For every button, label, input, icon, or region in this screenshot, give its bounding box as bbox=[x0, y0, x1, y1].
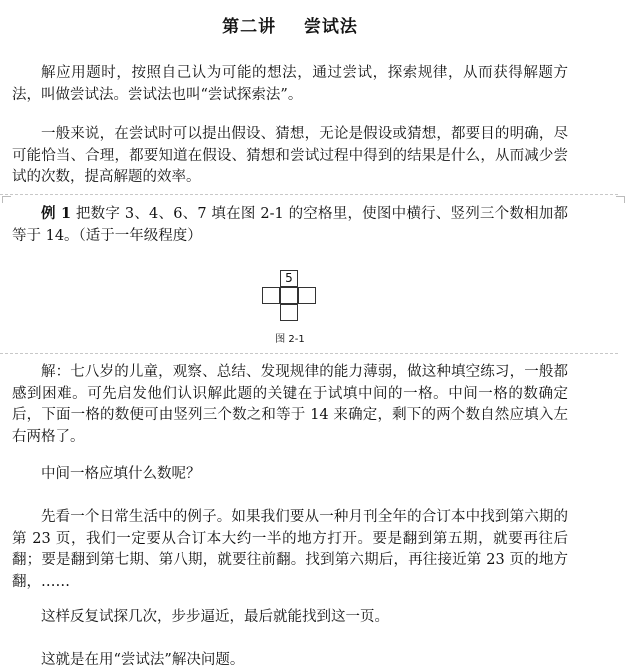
grid-cell-right bbox=[298, 287, 316, 304]
intro-paragraph-2: 一般来说，在尝试时可以提出假设、猜想，无论是假设或猜想，都要目的明确，尽可能恰当、合理，都要知道在假设、猜想和尝试过程中得到的结果是什么，从而减少尝试的次数，提高解题的效率。 bbox=[12, 126, 568, 185]
solution-paragraph-1: 解：七八岁的儿童，观察、总结、发现规律的能力薄弱，做这种填空练习，一般都感到困难。可先启发他们认识解此题的关键在于试填中间的一格。中间一格的数确定后，下面一格的数便可由竖列三个数之和等于 14 来确定，剩下的两个数自然应填入左右两格了。 bbox=[12, 364, 568, 445]
solution-paragraph-2: 先看一个日常生活中的例子。如果我们要从一种月刊全年的合订本中找到第六期的第 23 页，我们一定要从合订本大约一半的地方打开。要是翻到第五期，就要再往后翻；要是翻到第七期、第八期，就要往前翻。找到第六期后，再往接近第 23 页的地方翻，…… bbox=[12, 509, 568, 590]
solution-paragraph-3: 这样反复试探几次，步步逼近，最后就能找到这一页。 bbox=[41, 609, 389, 625]
cross-grid-figure bbox=[262, 270, 322, 324]
solution-paragraph-4: 这就是在用“尝试法”解决问题。 bbox=[41, 652, 245, 668]
grid-cell-center bbox=[280, 287, 298, 304]
figure-caption: 图 2-1 bbox=[275, 334, 305, 345]
grid-cell-bottom bbox=[280, 304, 298, 321]
grid-cell-top: 5 bbox=[280, 270, 298, 287]
lesson-title: 第二讲 尝试法 bbox=[222, 17, 358, 37]
solution-question: 中间一格应填什么数呢？ bbox=[41, 466, 201, 482]
intro-paragraph-1: 解应用题时，按照自己认为可能的想法，通过尝试，探索规律，从而获得解题方法，叫做尝试法。尝试法也叫“尝试探索法”。 bbox=[12, 65, 568, 103]
example-text: 把数字 3、4、6、7 填在图 2-1 的空格里，使图中横行、竖列三个数相加都等于 14。（适于一年级程度） bbox=[12, 206, 568, 244]
right-corner-mark bbox=[616, 196, 625, 203]
example-label: 例 1 bbox=[41, 205, 72, 222]
grid-cell-left bbox=[262, 287, 280, 304]
left-corner-mark bbox=[2, 196, 11, 203]
example-paragraph bbox=[12, 203, 568, 247]
example-top-divider bbox=[0, 194, 618, 195]
example-bottom-divider bbox=[0, 353, 618, 354]
